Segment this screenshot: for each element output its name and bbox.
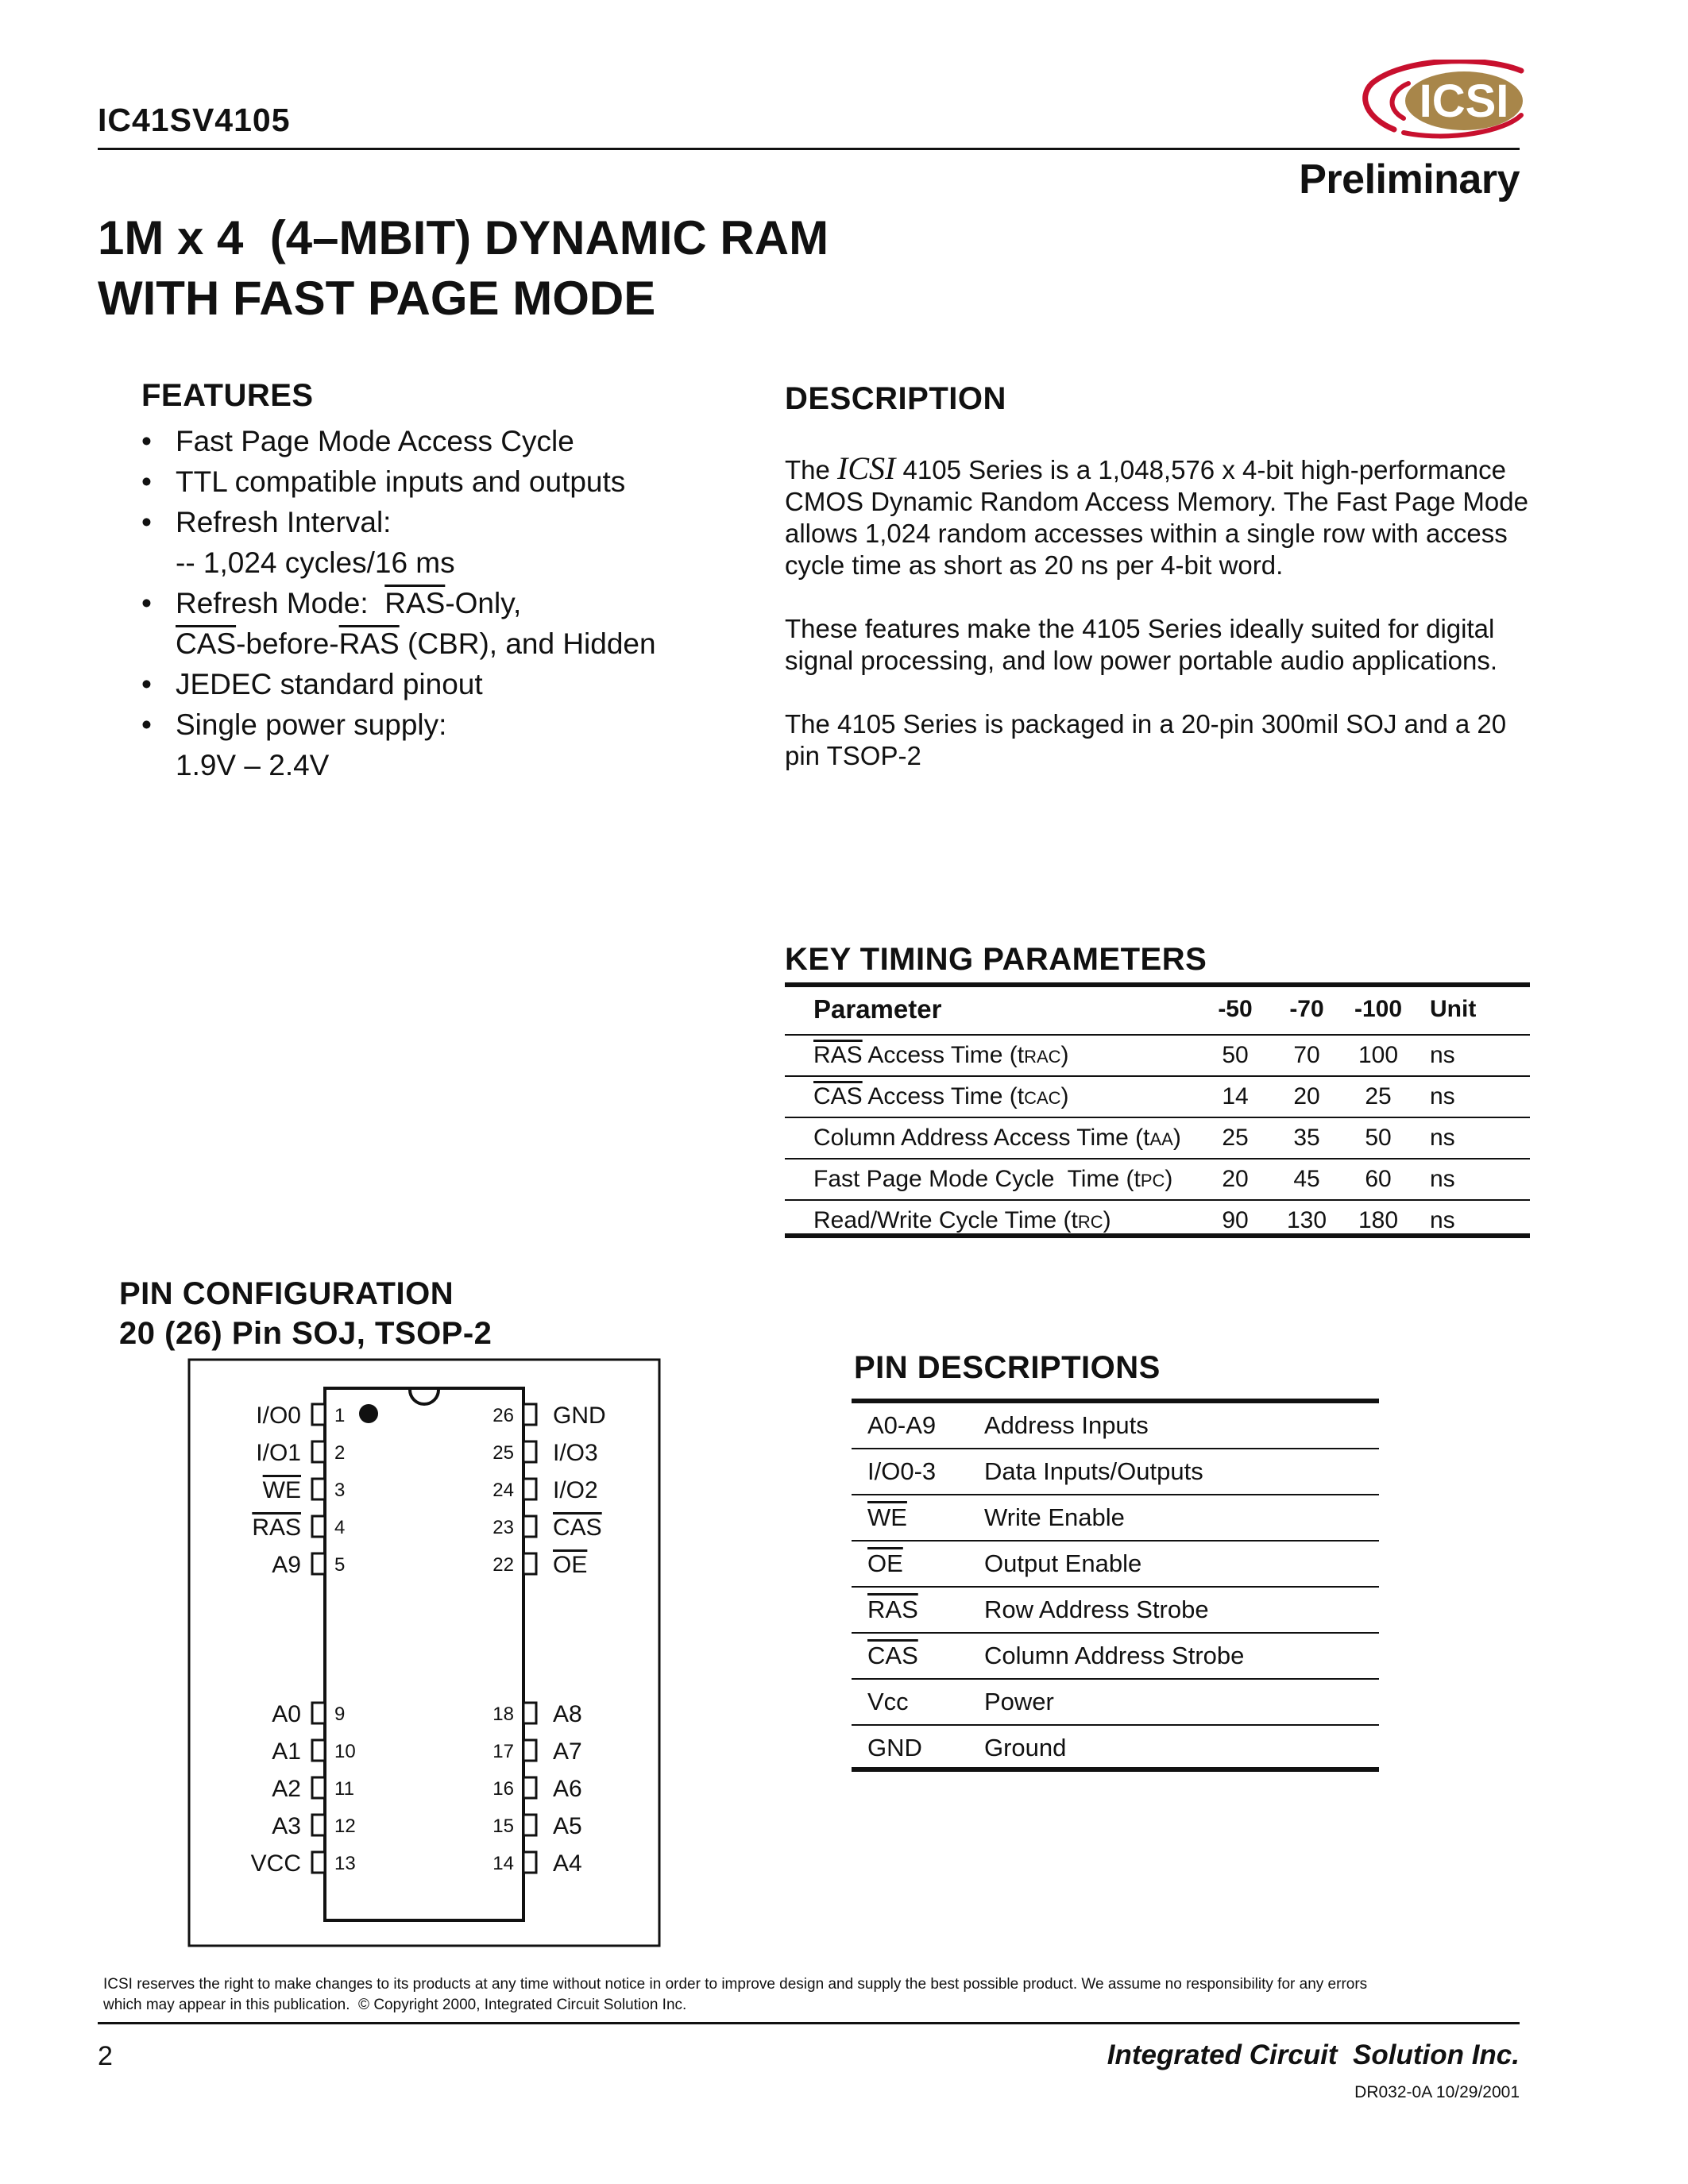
pin-label: OE: [553, 1552, 588, 1578]
feature-text: (CBR), and Hidden: [399, 627, 656, 660]
pin-number: 16: [492, 1778, 514, 1800]
description-paragraph: [785, 450, 1532, 581]
timing-row: [785, 1117, 1530, 1159]
pin-lead: [312, 1703, 325, 1723]
value-100: 25: [1342, 1076, 1414, 1117]
pin-number: 5: [334, 1554, 346, 1576]
description-paragraph: The 4105 Series is packaged in a 20-pin 300mil SOJ and a 20 pin TSOP-2: [785, 709, 1507, 770]
value-50: 25: [1199, 1117, 1271, 1159]
pin-description-row: [852, 1587, 1379, 1633]
chip-notch: [410, 1390, 438, 1404]
pin-lead: [312, 1777, 325, 1798]
table-header-row: [785, 985, 1530, 1035]
title-line-2: WITH FAST PAGE MODE: [98, 272, 656, 325]
pin-number: 11: [334, 1778, 354, 1800]
pin-lead: [523, 1479, 536, 1499]
value-70: 45: [1271, 1159, 1342, 1200]
pin-lead: [523, 1703, 536, 1723]
feature-item: • Refresh Interval:: [141, 502, 745, 542]
value-50: 14: [1199, 1076, 1271, 1117]
pin-number: 15: [492, 1815, 514, 1837]
parameter-text: ): [1172, 1125, 1181, 1151]
feature-item: • Single power supply:: [141, 704, 745, 745]
pin-function: Write Enable: [984, 1495, 1379, 1541]
title-line-1: 1M x 4 (4–MBIT) DYNAMIC RAM: [98, 211, 829, 264]
pin-descriptions-table: [852, 1403, 1379, 1770]
parameter-symbol: AA: [1149, 1129, 1173, 1149]
parameter-text: Column Address Access Time (t: [813, 1125, 1150, 1151]
pin-config-heading: [119, 1274, 492, 1353]
feature-subitem: [141, 623, 745, 664]
pin-number: 1: [334, 1405, 346, 1426]
pin-label: A8: [553, 1701, 582, 1727]
parameter-text: Read/Write Cycle Time (t: [813, 1207, 1078, 1233]
pin-number: 22: [492, 1554, 514, 1576]
parameter-text: ): [1060, 1042, 1069, 1068]
pin-function: Data Inputs/Outputs: [984, 1449, 1379, 1495]
pin-name: $\overline{WE}$: [867, 1503, 907, 1531]
pin-name: A0-A9: [867, 1411, 937, 1439]
parameter-cell: [785, 1117, 1199, 1159]
parameter-text: ): [1060, 1083, 1069, 1109]
signal-ras: $\overline{RAS}$: [384, 587, 446, 619]
pin-number: 24: [492, 1480, 514, 1501]
pin-function: Output Enable: [984, 1541, 1379, 1587]
value-50: 90: [1222, 1207, 1249, 1233]
value-70: 130: [1286, 1207, 1327, 1233]
pin-lead: [312, 1553, 325, 1574]
value-50: 20: [1199, 1159, 1271, 1200]
pin-number: 17: [492, 1741, 514, 1762]
logo-text: ICSI: [1419, 75, 1509, 127]
column-header: -70: [1271, 985, 1342, 1035]
signal-cas: $\overline{CAS}$: [176, 627, 237, 660]
column-header: Unit: [1414, 985, 1530, 1035]
pin-label: I/O3: [553, 1440, 598, 1466]
parameter-text: Access Time (t: [862, 1042, 1025, 1068]
pin-label: VCC: [250, 1850, 301, 1877]
column-header: -50: [1199, 985, 1271, 1035]
pin-label: A9: [272, 1552, 301, 1578]
pin-label: RAS: [252, 1515, 301, 1541]
description-text: The: [785, 455, 838, 484]
value-70: 20: [1271, 1076, 1342, 1117]
pin-lead: [523, 1740, 536, 1761]
pin-description-row: [852, 1541, 1379, 1587]
pin-lead: [312, 1516, 325, 1537]
part-number: IC41SV4105: [98, 102, 291, 138]
value-70: 70: [1271, 1035, 1342, 1076]
document-id: DR032-0A 10/29/2001: [1354, 2083, 1520, 2101]
pin-label: A7: [553, 1738, 582, 1765]
parameter-text: Access Time (t: [862, 1083, 1025, 1109]
feature-item: • Fast Page Mode Access Cycle: [141, 421, 745, 461]
unit-cell: ns: [1414, 1035, 1530, 1076]
description-body: [785, 450, 1532, 804]
pin-function: Power: [984, 1679, 1379, 1725]
description-heading: DESCRIPTION: [785, 381, 1006, 416]
pin-lead: [523, 1815, 536, 1835]
parameter-text: ): [1165, 1166, 1173, 1192]
unit-cell: ns: [1430, 1207, 1455, 1233]
pin-lead: [523, 1516, 536, 1537]
pin-description-row: [852, 1679, 1379, 1725]
features-heading: FEATURES: [141, 378, 314, 413]
pin-description-row: [852, 1449, 1379, 1495]
pin-lead: [312, 1404, 325, 1425]
pin-description-row: [852, 1495, 1379, 1541]
timing-row: [785, 1076, 1530, 1117]
pin-label: A3: [272, 1813, 301, 1839]
value-70: 35: [1271, 1117, 1342, 1159]
disclaimer-line: which may appear in this publication. © Copyright 2000, Integrated Circuit Solution Inc.: [103, 1997, 687, 2013]
timing-table: [785, 985, 1530, 1241]
pin-label: A4: [553, 1850, 582, 1877]
pin-lead: [523, 1777, 536, 1798]
parameter-text: Fast Page Mode Cycle Time (t: [813, 1166, 1141, 1192]
feature-text: -Only,: [445, 587, 522, 619]
feature-subitem: 1.9V – 2.4V: [176, 749, 330, 781]
pin-descriptions-heading: PIN DESCRIPTIONS: [854, 1350, 1161, 1385]
parameter-cell: [785, 1159, 1199, 1200]
pin-label: A6: [553, 1776, 582, 1802]
pin-number: 12: [334, 1815, 356, 1837]
status-label: Preliminary: [1299, 156, 1520, 203]
feature-text: Refresh Mode:: [176, 587, 385, 619]
value-100: 180: [1358, 1207, 1399, 1233]
pin-number: 3: [334, 1480, 346, 1501]
value-50: 50: [1199, 1035, 1271, 1076]
pin-number: 2: [334, 1442, 346, 1464]
brand-name: ICSI: [837, 450, 896, 486]
pin-lead: [523, 1404, 536, 1425]
pin-number: 18: [492, 1704, 514, 1725]
page-number: 2: [98, 2041, 113, 2071]
feature-item: [141, 583, 745, 623]
pin-lead: [312, 1815, 325, 1835]
pin-name: $\overline{OE}$: [867, 1549, 903, 1577]
parameter-symbol: RC: [1077, 1212, 1103, 1232]
pin-label: I/O2: [553, 1477, 598, 1503]
pin-function: Column Address Strobe: [984, 1633, 1379, 1679]
signal-ras: $\overline{RAS}$: [338, 627, 400, 660]
pin-config-package: 20 (26) Pin SOJ, TSOP-2: [119, 1316, 492, 1351]
parameter-symbol: PC: [1140, 1171, 1165, 1190]
feature-item: • JEDEC standard pinout: [141, 664, 745, 704]
timing-heading: KEY TIMING PARAMETERS: [785, 942, 1207, 977]
unit-cell: ns: [1414, 1159, 1530, 1200]
signal-name: $\overline{RAS}$: [813, 1042, 863, 1068]
disclaimer: [103, 1974, 1525, 2016]
pin-lead: [312, 1740, 325, 1761]
pin-function: Address Inputs: [984, 1403, 1379, 1449]
features-list: [141, 421, 745, 785]
pin-number: 25: [492, 1442, 514, 1464]
parameter-symbol: RAC: [1024, 1047, 1061, 1067]
pin-description-row: [852, 1633, 1379, 1679]
parameter-symbol: CAC: [1024, 1088, 1061, 1108]
unit-cell: ns: [1414, 1117, 1530, 1159]
value-100: 60: [1342, 1159, 1414, 1200]
parameter-cell: [785, 1076, 1199, 1117]
pin-lead: [523, 1852, 536, 1873]
parameter-text: ): [1103, 1207, 1111, 1233]
icsi-logo: [1362, 60, 1525, 139]
pin-lead: [312, 1441, 325, 1462]
pin-label: I/O0: [256, 1403, 301, 1429]
value-100: 50: [1342, 1117, 1414, 1159]
pin-label: A5: [553, 1813, 582, 1839]
timing-row: [785, 1159, 1530, 1200]
signal-name: $\overline{CAS}$: [813, 1083, 863, 1109]
pin-label: A1: [272, 1738, 301, 1765]
header-rule: [98, 148, 1520, 150]
parameter-cell: [785, 1035, 1199, 1076]
pin-description-row: [852, 1725, 1379, 1770]
pin-label: A2: [272, 1776, 301, 1802]
pin-number: 10: [334, 1741, 356, 1762]
column-header: -100: [1342, 985, 1414, 1035]
pin-number: 13: [334, 1853, 356, 1874]
pin-config-title: PIN CONFIGURATION: [119, 1276, 454, 1311]
pin-number: 26: [492, 1405, 514, 1426]
pin-label: GND: [553, 1403, 606, 1429]
feature-item: • TTL compatible inputs and outputs: [141, 461, 745, 502]
description-text: 4105 Series is a 1,048,576 x 4-bit high-performance CMOS Dynamic Random Access Memory. The Fast Page Mode allows 1,024 random accesses within a single row with access cycle time as short as 20 ns per 4-bit word.: [785, 455, 1528, 580]
value-100: 100: [1342, 1035, 1414, 1076]
pin-label: A0: [272, 1701, 301, 1727]
pin-name: Vcc: [867, 1688, 909, 1715]
disclaimer-line: ICSI reserves the right to make changes to its products at any time without notice in order to improve design and supply the best possible product. We assume no responsibility for any errors: [103, 1976, 1368, 1993]
pin-lead: [312, 1852, 325, 1873]
pin-label: WE: [262, 1477, 301, 1503]
pin-name: GND: [867, 1734, 922, 1761]
pin-number: 14: [492, 1853, 514, 1874]
chip-body: [325, 1388, 523, 1920]
column-header: Parameter: [785, 985, 1199, 1035]
page-title: [98, 208, 829, 329]
footer-rule: [98, 2022, 1520, 2024]
feature-text: -before-: [236, 627, 339, 660]
pin-number: 23: [492, 1517, 514, 1538]
pin-label: I/O1: [256, 1440, 301, 1466]
pin-name: I/O0-3: [867, 1457, 937, 1485]
pin-label: CAS: [553, 1515, 602, 1541]
pin-description-row: [852, 1403, 1379, 1449]
pin-lead: [523, 1553, 536, 1574]
pin-name: $\overline{CAS}$: [867, 1642, 918, 1669]
pin-1-marker: [359, 1404, 378, 1423]
description-paragraph: These features make the 4105 Series ideally suited for digital signal processing, and low power portable audio applications.: [785, 614, 1498, 675]
pin-lead: [312, 1479, 325, 1499]
pin-function: Row Address Strobe: [984, 1587, 1379, 1633]
pin-name: $\overline{RAS}$: [867, 1596, 918, 1623]
pin-lead: [523, 1441, 536, 1462]
pin-diagram: [187, 1358, 661, 1947]
table-rule: [785, 1233, 1530, 1238]
pin-number: 4: [334, 1517, 346, 1538]
pin-function: Ground: [984, 1734, 1067, 1761]
feature-subitem: -- 1,024 cycles/16 ms: [176, 546, 455, 579]
timing-row: [785, 1035, 1530, 1076]
pin-number: 9: [334, 1704, 346, 1725]
company-name: Integrated Circuit Solution Inc.: [1107, 2039, 1520, 2070]
table-rule: [852, 1767, 1379, 1772]
unit-cell: ns: [1414, 1076, 1530, 1117]
